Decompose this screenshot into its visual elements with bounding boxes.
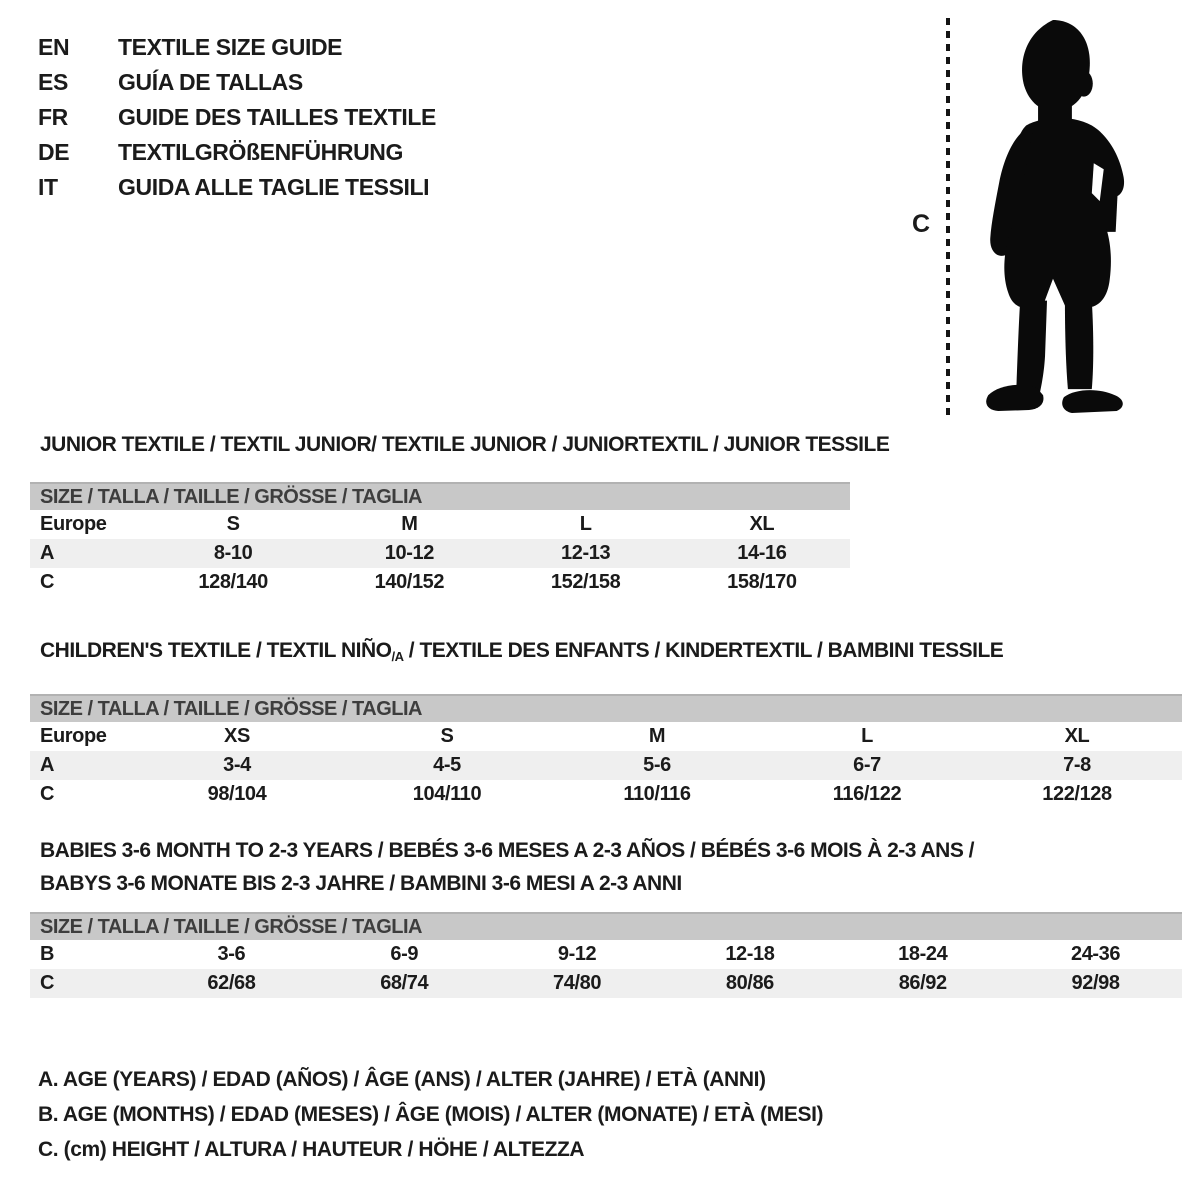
age-cell: 10-12 xyxy=(384,542,434,564)
age-cell: 7-8 xyxy=(1063,754,1091,776)
age-cell: 4-5 xyxy=(433,754,461,776)
row-label: Europe xyxy=(40,725,107,747)
legend-line-b: B. AGE (MONTHS) / EDAD (MESES) / ÂGE (MOIS) / ALTER (MONATE) / ETÀ (MESI) xyxy=(38,1102,824,1126)
row-label: Europe xyxy=(40,513,107,535)
age-cell: 24-36 xyxy=(1070,943,1121,965)
age-cell: 3-4 xyxy=(223,754,251,776)
row-label: A xyxy=(40,754,55,776)
section-title xyxy=(30,638,1182,670)
row-label: C xyxy=(40,783,55,805)
language-code: ES xyxy=(38,69,68,95)
section-junior-textile xyxy=(30,432,890,597)
row-label: C xyxy=(40,571,55,593)
age-cell: 14-16 xyxy=(737,542,787,564)
height-cell: 74/80 xyxy=(553,972,602,994)
title-line: BABIES 3-6 MONTH TO 2-3 YEARS / BEBÉS 3-6 MESES A 2-3 AÑOS / BÉBÉS 3-6 MOIS À 2-3 ANS / xyxy=(40,839,975,862)
table-row xyxy=(30,722,1182,751)
list-item xyxy=(38,170,436,205)
height-cell: 68/74 xyxy=(380,972,429,994)
language-code: IT xyxy=(38,174,58,200)
size-cell: L xyxy=(579,513,592,535)
height-cell: 110/116 xyxy=(623,783,691,805)
height-cell: 86/92 xyxy=(898,972,947,994)
height-cell: 98/104 xyxy=(207,783,267,805)
guide-title: GUIDE DES TAILLES TEXTILE xyxy=(118,104,436,130)
legend-line-a: A. AGE (YEARS) / EDAD (AÑOS) / ÂGE (ANS) / ALTER (JAHRE) / ETÀ (ANNI) xyxy=(38,1067,766,1091)
section-title: JUNIOR TEXTILE / TEXTIL JUNIOR/ TEXTILE JUNIOR / JUNIORTEXTIL / JUNIOR TESSILE xyxy=(40,433,890,456)
table-size-header: SIZE / TALLA / TAILLE / GRÖSSE / TAGLIA xyxy=(30,912,1182,940)
table-row xyxy=(30,940,1182,969)
section-babies-textile xyxy=(30,834,1182,998)
guide-title: GUÍA DE TALLAS xyxy=(118,69,303,95)
title-subscript: /A xyxy=(391,649,404,664)
table-row xyxy=(30,969,1182,998)
section-children-textile xyxy=(30,638,1182,809)
table-row xyxy=(30,751,1182,780)
language-title-list xyxy=(38,30,436,205)
children-size-table xyxy=(30,694,1182,809)
age-cell: 3-6 xyxy=(217,943,246,965)
guide-title: TEXTILGRÖßENFÜHRUNG xyxy=(118,139,403,165)
table-size-header: SIZE / TALLA / TAILLE / GRÖSSE / TAGLIA xyxy=(30,694,1182,722)
list-item xyxy=(38,135,436,170)
size-cell: XS xyxy=(224,725,250,747)
age-cell: 12-13 xyxy=(561,542,611,564)
section-title xyxy=(30,834,1182,900)
list-item xyxy=(38,100,436,135)
age-cell: 6-9 xyxy=(390,943,419,965)
height-cell: 104/110 xyxy=(412,783,482,805)
title-line: BABYS 3-6 MONATE BIS 2-3 JAHRE / BAMBINI 3-6 MESI A 2-3 ANNI xyxy=(40,872,682,895)
table-row xyxy=(30,510,850,539)
height-cell: 116/122 xyxy=(832,783,902,805)
guide-title: TEXTILE SIZE GUIDE xyxy=(118,34,343,60)
height-cell: 122/128 xyxy=(1042,783,1112,805)
height-cell: 158/170 xyxy=(727,571,797,593)
height-cell: 62/68 xyxy=(207,972,256,994)
age-cell: 9-12 xyxy=(557,943,597,965)
table-size-header: SIZE / TALLA / TAILLE / GRÖSSE / TAGLIA xyxy=(30,482,850,510)
row-label: C xyxy=(40,972,55,994)
language-code: FR xyxy=(38,104,68,130)
size-cell: L xyxy=(861,725,873,747)
height-dashed-line xyxy=(946,18,950,416)
table-row xyxy=(30,568,850,597)
size-cell: XL xyxy=(749,513,775,535)
size-cell: XL xyxy=(1064,725,1090,747)
age-cell: 6-7 xyxy=(853,754,881,776)
height-measure-label: C xyxy=(912,210,931,238)
list-item xyxy=(38,30,436,65)
size-cell: S xyxy=(226,513,240,535)
table-row xyxy=(30,780,1182,809)
guide-title: GUIDA ALLE TAGLIE TESSILI xyxy=(118,174,430,200)
age-cell: 8-10 xyxy=(213,542,253,564)
junior-size-table xyxy=(30,482,850,597)
row-label: A xyxy=(40,542,55,564)
age-cell: 5-6 xyxy=(643,754,671,776)
row-label: B xyxy=(40,943,55,965)
height-cell: 128/140 xyxy=(198,571,268,593)
height-cell: 92/98 xyxy=(1071,972,1120,994)
table-row xyxy=(30,539,850,568)
height-cell: 80/86 xyxy=(725,972,774,994)
language-code: DE xyxy=(38,139,70,165)
size-cell: M xyxy=(648,725,666,747)
age-cell: 12-18 xyxy=(725,943,775,965)
size-cell: S xyxy=(440,725,454,747)
title-part: CHILDREN'S TEXTILE / TEXTIL NIÑO xyxy=(40,639,392,662)
height-cell: 140/152 xyxy=(374,571,445,593)
language-code: EN xyxy=(38,34,70,60)
babies-size-table xyxy=(30,912,1182,998)
title-part: / TEXTILE DES ENFANTS / KINDERTEXTIL / BAMBINI TESSILE xyxy=(403,639,1004,662)
list-item xyxy=(38,65,436,100)
age-cell: 18-24 xyxy=(898,943,948,965)
legend-line-c: C. (cm) HEIGHT / ALTURA / HAUTEUR / HÖHE / ALTEZZA xyxy=(38,1137,585,1161)
size-cell: M xyxy=(401,513,418,535)
measurement-legend xyxy=(38,1062,823,1167)
toddler-silhouette-icon xyxy=(968,18,1133,416)
height-cell: 152/158 xyxy=(550,571,621,593)
